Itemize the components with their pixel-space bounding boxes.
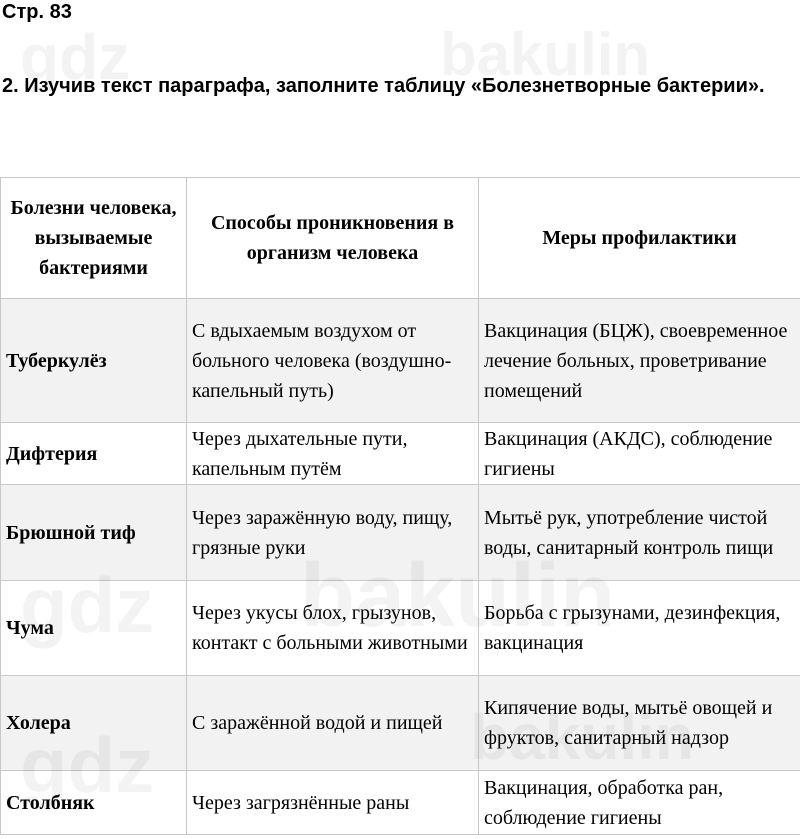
disease-cell: Столбняк <box>1 771 187 835</box>
route-cell: С вдыхаемым воздухом от больного человека (воздушно-капельный путь) <box>187 299 479 423</box>
prevention-cell: Мытьё рук, употребление чистой воды, санитарный контроль пищи <box>479 485 800 581</box>
prevention-cell: Борьба с грызунами, дезинфекция, вакцинация <box>479 581 800 676</box>
header-prevention: Меры профилактики <box>479 178 800 299</box>
header-diseases: Болезни человека, вызываемые бактериями <box>1 178 187 299</box>
disease-cell: Дифтерия <box>1 423 187 485</box>
prevention-cell: Вакцинация (АКДС), соблюдение гигиены <box>479 423 800 485</box>
prevention-cell: Вакцинация (БЦЖ), своевременное лечение больных, проветривание помещений <box>479 299 800 423</box>
route-cell: Через дыхательные пути, капельным путём <box>187 423 479 485</box>
prevention-cell: Вакцинация, обработка ран, соблюдение гигиены <box>479 771 800 835</box>
table-row <box>1 676 800 771</box>
disease-cell: Туберкулёз <box>1 299 187 423</box>
disease-cell: Брюшной тиф <box>1 485 187 581</box>
table-row <box>1 423 800 485</box>
route-cell: С заражённой водой и пищей <box>187 676 479 771</box>
header-routes: Способы проникновения в организм человека <box>187 178 479 299</box>
route-cell: Через укусы блох, грызунов, контакт с больными животными <box>187 581 479 676</box>
table-header-row <box>1 178 800 299</box>
disease-cell: Холера <box>1 676 187 771</box>
table-row <box>1 581 800 676</box>
page-label: Стр. 83 <box>2 1 72 23</box>
bacteria-table <box>0 177 800 835</box>
disease-cell: Чума <box>1 581 187 676</box>
route-cell: Через заражённую воду, пищу, грязные руки <box>187 485 479 581</box>
table-row <box>1 771 800 835</box>
table-row <box>1 299 800 423</box>
prevention-cell: Кипячение воды, мытьё овощей и фруктов, санитарный надзор <box>479 676 800 771</box>
task-heading: 2. Изучив текст параграфа, заполните таблицу «Болезнетворные бактерии». <box>2 75 765 97</box>
table-row <box>1 485 800 581</box>
route-cell: Через загрязнённые раны <box>187 771 479 835</box>
